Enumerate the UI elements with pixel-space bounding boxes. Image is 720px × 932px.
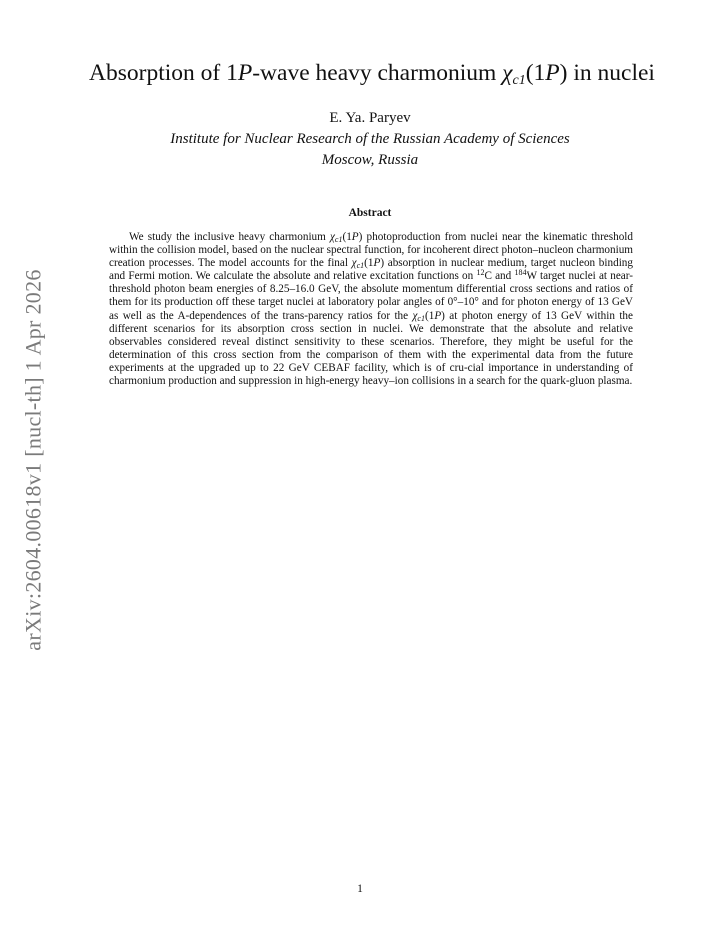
abstract-close-3: ): [441, 309, 445, 322]
abstract-p-1: P: [351, 231, 359, 243]
title-part-1: Absorption of 1: [89, 60, 238, 86]
abstract-segment-5: W target nuclei at near-threshold photon beam energies of 8.25–16.0 GeV, the absolute momentum differential cross sections and ratios of them for its production off these target nuclei at laboratory polar angles of 0°–10° and for photon energy of 13 GeV as well as the A-dependences of the trans-parency ratios for the: [109, 270, 633, 322]
abstract-chi-1: χ: [329, 231, 335, 243]
abstract-sup-tungsten: 184: [514, 268, 527, 278]
paper-title: [62, 60, 682, 89]
abstract-open-1: (1: [342, 231, 352, 243]
abstract-chi-3: χ: [412, 309, 418, 322]
title-var-p: P: [237, 60, 253, 86]
abstract-chi-2: χ: [351, 257, 357, 270]
arxiv-identifier-text: arXiv:2604.00618v1 [nucl-th] 1 Apr 2026: [21, 269, 46, 651]
title-chi: χ: [502, 60, 513, 86]
title-part-4: ) in nuclei: [559, 60, 655, 86]
abstract-open-3: (1: [424, 309, 435, 322]
abstract-heading: Abstract: [348, 207, 392, 219]
author-name: E. Ya. Paryev: [329, 110, 411, 126]
title-part-2: -wave heavy charmonium: [252, 60, 503, 86]
abstract-text: [109, 231, 633, 388]
abstract-segment-1: We study the inclusive heavy charmonium: [129, 231, 330, 243]
title-var-p-2: P: [545, 60, 560, 86]
affiliation-location: Moscow, Russia: [321, 152, 419, 168]
abstract-p-3: P: [434, 309, 442, 322]
abstract-sup-carbon: 12: [476, 268, 485, 278]
abstract-segment-2: photoproduction from nuclei near the kinematic threshold within the collision model, based on the nuclear spectral function, for incoherent direct photon–nucleon charmonium creation processes. The model accounts for the final: [109, 231, 634, 270]
abstract-chi-sub-3: c1: [417, 313, 425, 323]
page-number: 1: [357, 883, 363, 895]
title-part-3: (1: [525, 60, 546, 86]
abstract-p-2: P: [373, 257, 381, 270]
abstract-segment-4: C and: [484, 270, 515, 283]
abstract-segment-6: at photon energy of 13 GeV within the different scenarios for its absorption cross section in nuclei. We demonstrate that the absolute and relative observables considered reveal distinct sensitivity to these scenarios. Therefore, they might be useful for the determination of this cross section from the comparison of them with the experimental data from the future experiments at the upgraded up to 22 GeV CEBAF facility, which is of cru-cial importance in understanding of charmonium production and suppression in high-energy heavy–ion collisions in a search for the quark-gluon plasma.: [109, 309, 633, 388]
affiliation-institute: Institute for Nuclear Research of the Russian Academy of Sciences: [170, 131, 570, 147]
abstract-chi-sub-2: c1: [356, 261, 365, 271]
abstract-open-2: (1: [364, 257, 374, 270]
abstract-chi-sub-1: c1: [334, 235, 343, 244]
abstract-close-2: ): [380, 257, 385, 270]
title-chi-subscript: c1: [512, 73, 526, 88]
abstract-segment-3: absorption in nuclear medium, target nucleon binding and Fermi motion. We calculate the absolute and relative excitation functions on: [109, 257, 633, 283]
arxiv-identifier-stamp: [20, 260, 48, 660]
abstract-close-1: ): [358, 231, 363, 243]
